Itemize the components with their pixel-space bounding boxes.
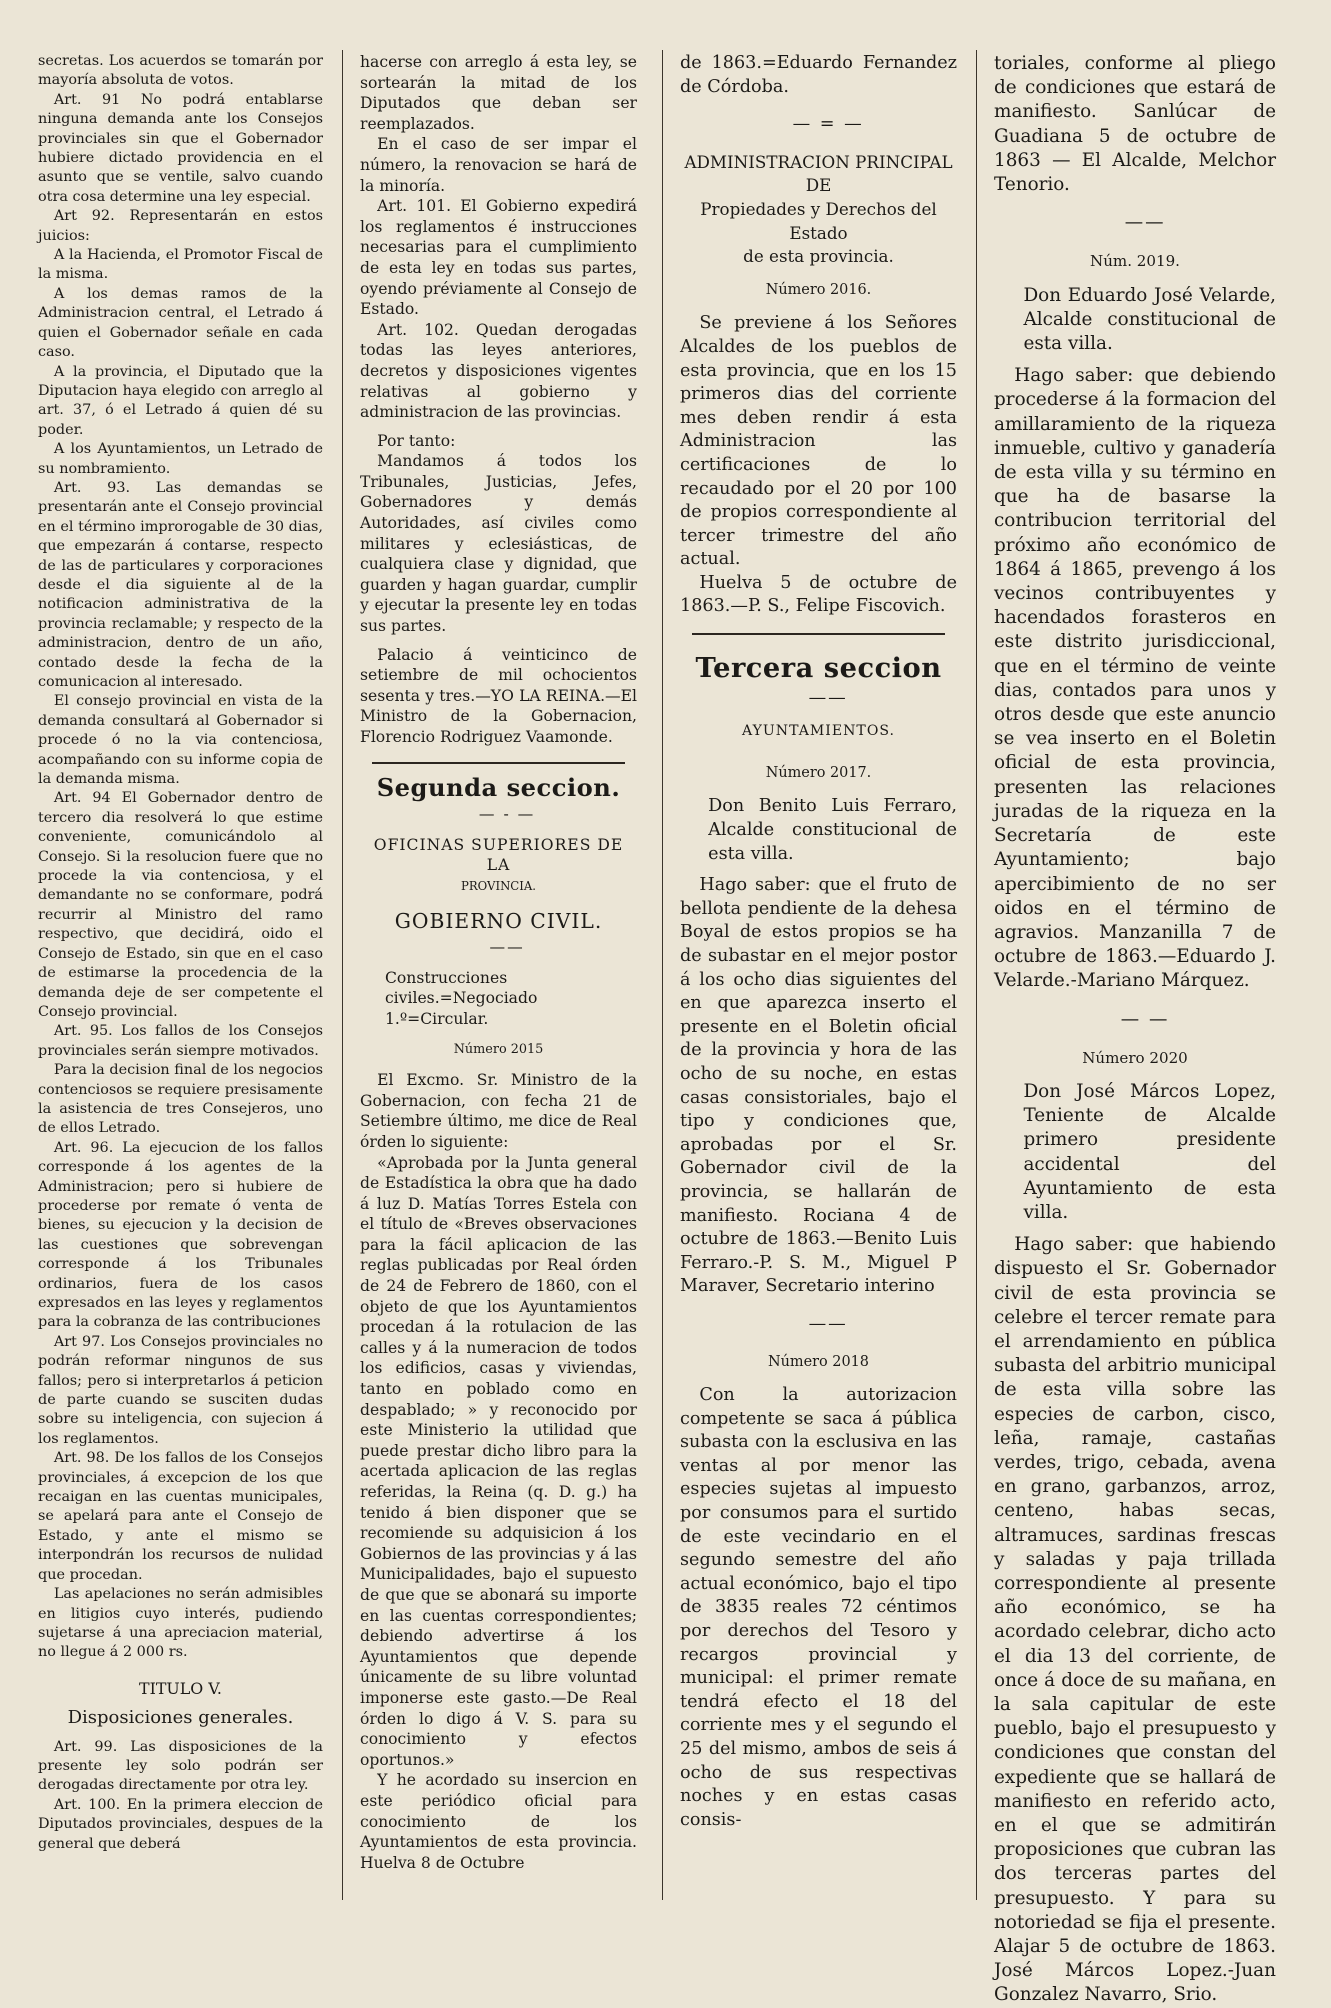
column-rule xyxy=(976,50,977,1900)
ayuntamientos-heading: AYUNTAMIENTOS. xyxy=(742,723,895,740)
admin-subheading: Propiedades y Derechos del Estado xyxy=(700,198,937,243)
ornament-rule: —— xyxy=(1124,212,1166,234)
article-102: Art. 102. Quedan derogadas todas las leyes anteriores, decretos y disposiciones vigentes relativas al gobierno y administracion de las provincias. xyxy=(360,320,637,422)
paragraph: toriales, conforme al pliego de condiciones que estará de manifiesto. Sanlúcar de Guadiana 5 de octubre de 1863 — El Alcalde, Melchor Tenorio. xyxy=(994,53,1276,196)
article-95: Art. 95. Los fallos de los Consejos provinciales serán siempre motivados. xyxy=(38,1023,323,1059)
paragraph: Con la autorizacion competente se saca á pública subasta con la esclusiva en las ventas al por menor las especies sujetas al impuesto por consumos para el surtido de este vecindario en el segundo semestre del año actual económico, bajo el tipo de 3835 reales 72 céntimos por derechos del Tesoro y recargos provincial y municipal: el primer remate tendrá efecto el 18 del corriente mes y el segundo el 25 del mismo, ambos de seis á ocho de sus respectivas noches y en estas casas consis- xyxy=(680,1385,957,1830)
admin-heading: ADMINISTRACION PRINCIPAL DE xyxy=(684,151,953,196)
section-divider xyxy=(692,633,945,635)
notice-author: Don José Márcos Lopez, Teniente de Alcalde primero presidente accidental del Ayuntamiento de esta villa. xyxy=(1023,1080,1276,1223)
article-93: Art. 93. Las demandas se presentarán ante el Consejo provincial en el término improrogable de 30 dias, que empezarán á contarse, respecto de las de particulares y corporaciones desde el dia siguiente al de la notificacion administrativa de la provincia reclamable; y respecto de la administracion, dentro de un año, contado desde la fecha de la comunicacion al interesado. xyxy=(38,479,323,690)
paragraph: Palacio á veinticinco de setiembre de mil ochocientos sesenta y tres.—YO LA REINA.—El Ministro de la Gobernacion, Florencio Rodriguez Vaamonde. xyxy=(360,645,637,746)
paragraph: A los Ayuntamientos, un Letrado de su nombramiento. xyxy=(38,441,323,477)
paragraph: Hago saber: que habiendo dispuesto el Sr. Gobernador civil de esta provincia se celebre el tercer remate para el arrendamiento en pública subasta del arbitrio municipal de esta villa sobre las especies de carbon, cisco, leña, ramaje, castañas verdes, trigo, cebada, avena en grano, garbanzos, arroz, centeno, habas secas, altramuces, sardinas frescas y saladas y paja trillada correspondiente al presente año económico, se ha acordado celebrar, dicho acto el dia 13 del corriente, de once á doce de su mañana, en la sala capitular de este pueblo, bajo el presupuesto y condiciones que constan del expediente que se hallará de manifiesto en referido acto, en el que se admitirán proposiciones que cubran las dos terceras partes del presupuesto. Y para su notoriedad se fija el presente. Alajar 5 de octubre de 1863. José Márcos Lopez.-Juan Gonzalez Navarro, Srio. xyxy=(994,1234,1276,2006)
notice-number: Número 2018 xyxy=(768,1353,869,1370)
paragraph: Se previene á los Señores Alcaldes de los pueblos de esta provincia, que en los 15 primeros dias del corriente mes deben rendir á esta Administracion las certificaciones de lo recaudado por el 20 por 100 de propios correspondiente al tercer trimestre del año actual. xyxy=(680,313,957,570)
paragraph: «Aprobada por la Junta general de Estadística la obra que ha dado á luz D. Matías Torres Estela con el título de «Breves observaciones para la fácil aplicacion de las reglas publicadas por Real órden de 24 de Febrero de 1860, con el objeto de que los Ayuntamientos procedan á la rotulacion de las calles y á la numeracion de todos los edificios, casas y viviendas, tanto en poblado como en despablado; » y reconocido por este Ministerio la utilidad que puede prestar dicho libro para la acertada aplicacion de las reglas referidas, la Reina (q. D. g.) ha tenido á bien disponer que se recomiende su adquisicion á los Gobiernos de las provincias y á las Municipalidades, bajo el supuesto de que que se abonará su importe en las cuentas correspondientes; debiendo advertirse á los Ayuntamientos que depende únicamente de su libre voluntad imponerse este gasto.—De Real órden lo digo á V. S. para su conocimiento y efectos oportunos.» xyxy=(360,1153,637,1769)
column-2 xyxy=(360,52,637,1910)
article-99: Art. 99. Las disposiciones de la presente ley solo podrán ser derogadas directamente por otra ley. xyxy=(38,1738,323,1794)
article-94: Art. 94 El Gobernador dentro de tercero dia resolverá lo que estime conveniente, comunicándolo al Consejo. Si la resolucion fuere que no procede la via contenciosa, y el demandante no se conformare, podrá recurrir al Ministro del ramo respectivo, que decidirá, oido el Consejo de Estado, sin que en el caso de estimarse la procedencia de la demanda deje de ser competente el Consejo provincial. xyxy=(38,790,323,1020)
ornament-rule: — - — xyxy=(478,805,536,824)
article-91: Art. 91 No podrá entablarse ninguna demanda ante los Consejos provinciales sin que el Gobernador hubiere dictado providencia en el asunto que se ventile, salvo cuando otra cosa determine una ley especial. xyxy=(38,91,323,205)
paragraph: Para la decision final de los negocios contenciosos se requiere presisamente la asistencia de tres Consejeros, uno de ellos Letrado. xyxy=(38,1062,323,1137)
paragraph: Huelva 5 de octubre de 1863.—P. S., Felipe Fiscovich. xyxy=(680,572,957,617)
paragraph: Por tanto: xyxy=(377,431,456,450)
article-96: Art. 96. La ejecucion de los fallos corresponde á los agentes de la Administracion; pero si hubiere de procederse por remate ó venta de bienes, su ejecucion y la decision de las cuestiones que sobrevengan corresponde á los Tribunales ordinarios, fuera de los casos expresados en las leyes y reglamentos para la cobranza de las contribuciones xyxy=(38,1139,323,1331)
ornament-rule: —— xyxy=(489,938,525,957)
section-divider xyxy=(372,762,625,764)
notice-number: Núm. 2019. xyxy=(1090,252,1180,271)
office-heading: OFICINAS SUPERIORES DE LA xyxy=(373,835,624,875)
column-1 xyxy=(38,52,323,1910)
paragraph: A los demas ramos de la Administracion central, el Letrado á quien el Gobernador señale en cada caso. xyxy=(38,285,323,361)
paragraph: Hago saber: que debiendo procederse á la formacion del amillaramiento de la riqueza inmueble, cultivo y ganadería de esta villa y su término en que ha de basarse la contribucion territorial del próximo año económico de 1864 á 1865, prevengo á los vecinos contribuyentes y hacendados forasteros en este distrito jurisdiccional, que en el término de veinte dias, contados para unos y otros desde que este anuncio se vea inserto en el Boletin oficial de esta provincia, presenten las relaciones juradas de la riqueza en la Secretaría de este Ayuntamiento; bajo apercibimiento de no ser oidos en el término de agravios. Manzanilla 7 de octubre de 1863.—Eduardo J. Velarde.-Mariano Márquez. xyxy=(994,365,1276,992)
paragraph: Las apelaciones no serán admisibles en litigios cuyo interés, pudiendo sujetarse á una apreciacion material, no llegue á 2 000 rs. xyxy=(38,1586,323,1661)
paragraph: El Excmo. Sr. Ministro de la Gobernacion, con fecha 21 de Setiembre último, me dice de Real órden lo siguiente: xyxy=(360,1071,637,1151)
column-rule xyxy=(342,50,343,1900)
ornament-rule: —— xyxy=(808,1313,848,1334)
ornament-rule: — — xyxy=(1120,1008,1170,1030)
paragraph: Y he acordado su insercion en este periódico oficial para conocimiento de los Ayuntamientos de esta provincia. Huelva 8 de Octubre xyxy=(360,1771,637,1872)
article-97: Art 97. Los Consejos provinciales no podrán reformar ningunos de sus fallos; pero si interpretarlos á peticion de parte cuando se susciten dudas sobre su inteligencia, con sujecion á los reglamentos. xyxy=(38,1333,323,1447)
negociado-line: Construcciones civiles.=Negociado 1.º=Circular. xyxy=(384,968,538,1028)
column-3 xyxy=(680,52,957,1910)
article-100: Art. 100. En la primera eleccion de Diputados provinciales, despues de la general que deberá xyxy=(38,1796,323,1852)
article-101: Art. 101. El Gobierno expedirá los reglamentos é instrucciones necesarias para el cumplimiento de esta ley en todas sus partes, oyendo préviamente al Consejo de Estado. xyxy=(360,197,637,319)
paragraph: El consejo provincial en vista de la demanda consultará al Gobernador si procede ó no la via contenciosa, acompañando con su informe copia de la demanda misma. xyxy=(38,693,323,788)
ornament-rule: — = — xyxy=(792,114,864,135)
notice-number: Número 2020 xyxy=(1082,1048,1188,1067)
article-98: Art. 98. De los fallos de los Consejos provinciales, á excepcion de los que recaigan en las cuentas municipales, se apelará para ante el Consejo de Estado, y ante el mismo se interpondrán los recursos de nulidad que procedan. xyxy=(38,1450,323,1583)
section-heading: Tercera seccion xyxy=(695,652,942,685)
paragraph: de 1863.=Eduardo Fernandez de Córdoba. xyxy=(680,53,957,97)
paragraph: A la Hacienda, el Promotor Fiscal de la misma. xyxy=(38,247,323,283)
paragraph: secretas. Los acuerdos se tomarán por mayoría absoluta de votos. xyxy=(38,53,323,89)
notice-author: Don Eduardo José Velarde, Alcalde constitucional de esta villa. xyxy=(1023,284,1276,355)
paragraph: En el caso de ser impar el número, la renovacion se hará de la minoría. xyxy=(360,135,637,195)
column-rule xyxy=(662,50,663,1900)
paragraph: Hago saber: que el fruto de bellota pendiente de la dehesa Boyal de estos propios se ha de subastar en el mejor postor á los ocho dias siguientes del en que aparezca inserto el presente en el Boletin oficial de la provincia y hora de las ocho de su noche, en estas casas consistoriales, bajo el tipo y condiciones que, aprobadas por el Sr. Gobernador civil de la provincia, se hallarán de manifiesto. Rociana 4 de octubre de 1863.—Benito Luis Ferraro.-P. S. M., Miguel P Maraver, Secretario interino xyxy=(680,875,957,1297)
subtitle-heading: Disposiciones generales. xyxy=(67,1707,294,1729)
title-heading: TITULO V. xyxy=(139,1678,222,1698)
notice-author: Don Benito Luis Ferraro, Alcalde constitucional de esta villa. xyxy=(708,796,957,864)
column-4 xyxy=(994,52,1276,2006)
notice-number: Número 2016. xyxy=(765,281,872,298)
paragraph: Mandamos á todos los Tribunales, Justicias, Jefes, Gobernadores y demás Autoridades, así civiles como militares y eclesiásticas, de cualquiera clase y dignidad, que guarden y hagan guardar, cumplir y ejecutar la presente ley en todas sus partes. xyxy=(360,452,637,636)
paragraph: A la provincia, el Diputado que la Diputacion haya elegido con arreglo al art. 37, ó el Letrado á quien dé su poder. xyxy=(38,363,323,438)
notice-number: Número 2015 xyxy=(453,1041,544,1057)
ornament-rule: —— xyxy=(808,687,848,708)
gobierno-heading: GOBIERNO CIVIL. xyxy=(394,908,603,933)
article-92: Art 92. Representarán en estos juicios: xyxy=(38,208,323,244)
paragraph: hacerse con arreglo á esta ley, se sortearán la mitad de los Diputados que deban ser reemplazados. xyxy=(360,53,637,133)
notice-number: Número 2017. xyxy=(765,764,872,781)
section-heading: Segunda seccion. xyxy=(376,772,621,802)
admin-subheading: de esta provincia. xyxy=(743,246,894,267)
office-subheading: PROVINCIA. xyxy=(460,878,537,893)
